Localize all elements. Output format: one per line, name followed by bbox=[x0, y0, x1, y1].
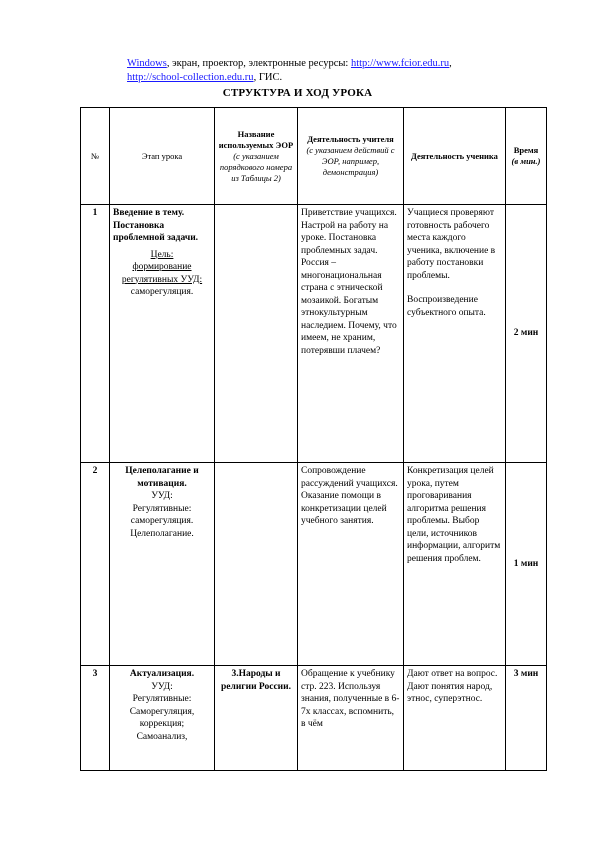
teacher-text: Обращение к учебнику стр. 223. Используя знания, полученные в 6-7х классах, вспомнить, в чём bbox=[301, 669, 400, 729]
row-eor bbox=[215, 463, 298, 666]
teacher-text-2: Оказание помощи в конкретизации целей учебного занятия. bbox=[301, 491, 387, 526]
teacher-text-2: Россия – многонациональная страна с этнической мозаикой. Богатым этнокультурным наследием. Почему, что имеем, не храним, потерявши плачем? bbox=[301, 258, 397, 356]
teacher-text: Сопровождение рассуждений учащихся. bbox=[301, 466, 398, 489]
student-text: Дают ответ на вопрос. Дают понятия народ, этнос, суперэтнос. bbox=[407, 669, 498, 704]
row-student bbox=[404, 205, 506, 463]
header-teacher-note: (с указанием действий с ЭОР, например, демонстрация) bbox=[306, 145, 395, 177]
intro-resources bbox=[127, 57, 517, 85]
header-time-title: Время bbox=[513, 145, 539, 155]
stage-lines: Регулятивные: Саморегуляция, коррекция; bbox=[129, 694, 195, 729]
windows-link[interactable]: Windows bbox=[127, 58, 167, 69]
row-eor: 3.Народы и религии России. bbox=[215, 666, 298, 771]
row-time: 1 мин bbox=[506, 463, 547, 666]
table-row bbox=[81, 666, 547, 771]
header-stage: Этап урока bbox=[110, 108, 215, 205]
intro-text-2: , bbox=[449, 58, 452, 69]
row-eor bbox=[215, 205, 298, 463]
header-time-note: (в мин.) bbox=[511, 156, 541, 166]
student-text: Учащиеся проверяют готовность рабочего места каждого ученика, включение в работу постановки проблемы. bbox=[407, 208, 496, 281]
row-teacher bbox=[298, 463, 404, 666]
stage-uud: УУД: bbox=[151, 491, 173, 501]
row-student bbox=[404, 666, 506, 771]
row-stage bbox=[110, 205, 215, 463]
header-eor bbox=[215, 108, 298, 205]
row-num: 2 bbox=[81, 463, 110, 666]
stage-last: Самоанализ, bbox=[136, 731, 188, 742]
school-collection-link[interactable]: http://school-collection.edu.ru bbox=[127, 72, 254, 83]
stage-title: Целеполагание и мотивация. bbox=[125, 466, 199, 489]
student-text: Конкретизация целей урока, путем проговаривания алгоритма решения проблемы. Выбор цели, источников информации, алгоритм решения проблем. bbox=[407, 466, 501, 564]
row-stage bbox=[110, 463, 215, 666]
lesson-structure-table bbox=[80, 107, 547, 771]
header-teacher-title: Деятельность учителя bbox=[307, 134, 394, 144]
row-student bbox=[404, 463, 506, 666]
fcior-link[interactable]: http://www.fcior.edu.ru bbox=[350, 58, 450, 69]
row-time: 3 мин bbox=[506, 666, 547, 771]
header-teacher bbox=[298, 108, 404, 205]
stage-extra: саморегуляция. bbox=[130, 287, 194, 297]
row-stage bbox=[110, 666, 215, 771]
stage-lines: Регулятивные: саморегуляция. Целеполагание. bbox=[130, 503, 194, 539]
table-row bbox=[81, 205, 547, 463]
header-eor-title: Название используемых ЭОР bbox=[218, 128, 294, 150]
stage-uud: УУД: bbox=[151, 681, 173, 692]
stage-title: Актуализация. bbox=[129, 669, 195, 679]
student-text-2: Воспроизведение субъектного опыта. bbox=[407, 295, 486, 318]
row-num: 1 bbox=[81, 205, 110, 463]
row-teacher bbox=[298, 205, 404, 463]
row-teacher bbox=[298, 666, 404, 771]
header-student bbox=[404, 108, 506, 205]
stage-goal: формирование регулятивных УУД: bbox=[121, 262, 203, 285]
table-row bbox=[81, 463, 547, 666]
stage-title: Введение в тему. Постановка проблемной задачи. bbox=[113, 208, 199, 243]
document-title: СТРУКТУРА И ХОД УРОКА bbox=[222, 87, 373, 99]
intro-text-1: , экран, проектор, электронные ресурсы: bbox=[166, 58, 351, 69]
header-time bbox=[506, 108, 547, 205]
table-header-row bbox=[81, 108, 547, 205]
row-num: 3 bbox=[81, 666, 110, 771]
intro-text-3: , ГИС. bbox=[253, 72, 283, 83]
header-num: № bbox=[81, 108, 110, 205]
teacher-text: Приветствие учащихся. Настрой на работу на уроке. Постановка проблемных задач. bbox=[301, 208, 397, 256]
header-eor-note: (с указанием порядкового номера из Таблицы 2) bbox=[219, 150, 293, 183]
row-time: 2 мин bbox=[506, 205, 547, 463]
header-student-title: Деятельность ученика bbox=[411, 150, 498, 161]
stage-goal-label: Цель: bbox=[150, 249, 174, 260]
